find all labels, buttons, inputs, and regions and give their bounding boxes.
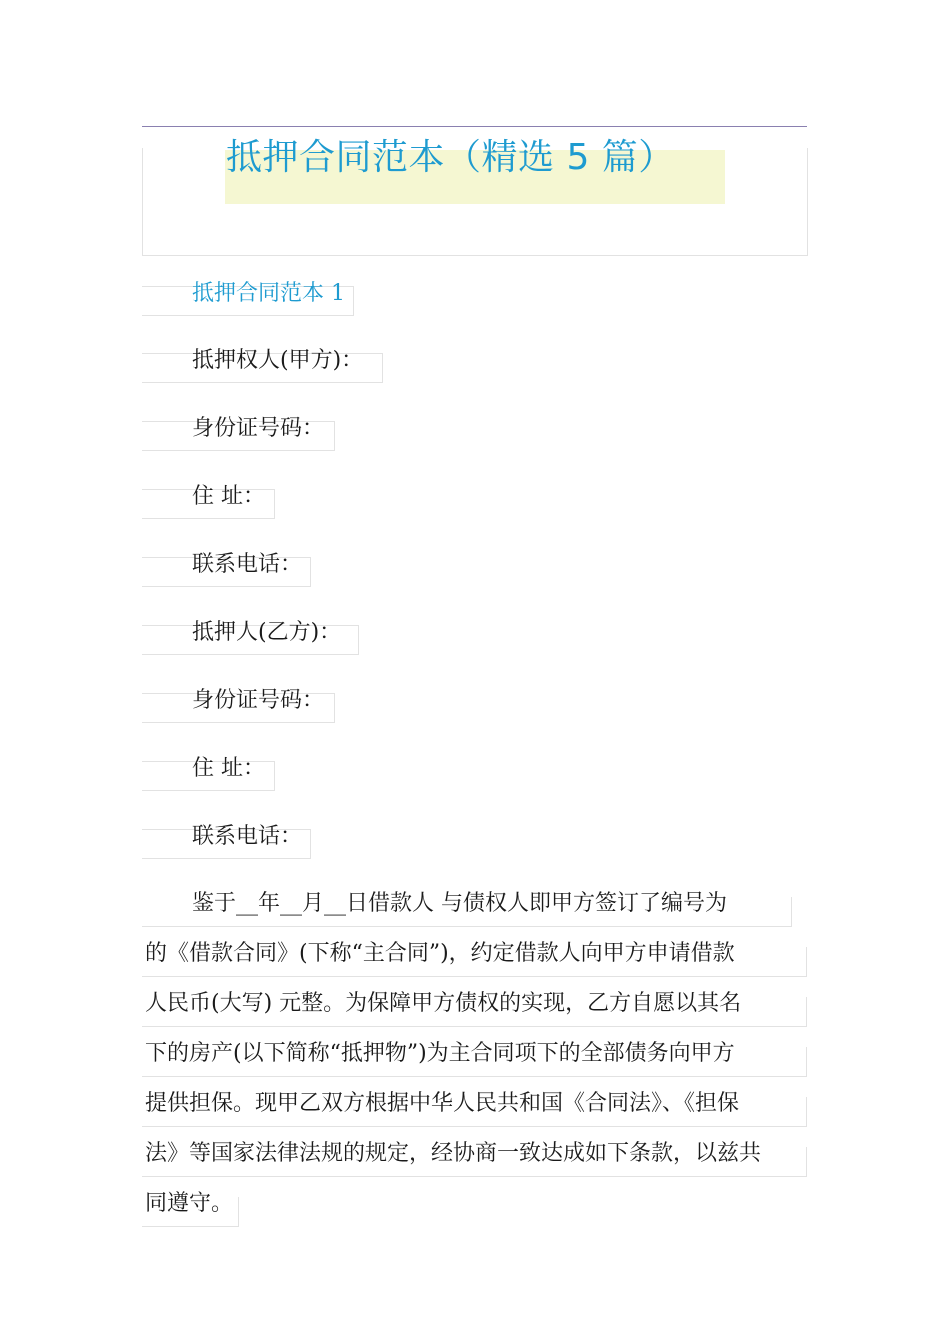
field-label: 联系电话：	[192, 824, 303, 849]
paragraph-line	[142, 891, 792, 927]
paragraph-line	[142, 991, 807, 1027]
field-label: 身份证号码：	[192, 416, 325, 441]
document-title: 抵押合同范本（精选 5 篇）	[226, 137, 675, 178]
paragraph-line	[142, 1091, 807, 1127]
field-label: 抵押权人(甲方)：	[192, 348, 364, 373]
field-id-number-b	[142, 688, 335, 723]
paragraph-line-text: 提供担保。现甲乙双方根据中华人民共和国《合同法》、《担保	[145, 1091, 740, 1116]
field-address-a	[142, 484, 275, 519]
paragraph-line-text: 同遵守。	[145, 1191, 234, 1216]
field-label: 联系电话：	[192, 552, 303, 577]
paragraph-line-text: 法》等国家法律法规的规定，经协商一致达成如下条款，以兹共	[145, 1141, 762, 1166]
paragraph-line-text: 的《借款合同》(下称“主合同”)，约定借款人向甲方申请借款	[145, 941, 735, 966]
paragraph-line-text: 人民币(大写) 元整。为保障甲方债权的实现，乙方自愿以其名	[145, 991, 742, 1016]
paragraph-line-text: 下的房产(以下简称“抵押物”)为主合同项下的全部债务向甲方	[145, 1041, 735, 1066]
field-phone-a	[142, 552, 311, 587]
paragraph-line	[142, 941, 807, 977]
paragraph-line-text: 鉴于__年__月__日借款人 与债权人即甲方签订了编号为	[192, 891, 727, 916]
paragraph-line	[142, 1041, 807, 1077]
section-heading-text: 抵押合同范本 1	[192, 281, 345, 306]
field-label: 抵押人(乙方)：	[192, 620, 342, 645]
top-rule	[142, 126, 807, 127]
paragraph-line	[142, 1191, 239, 1227]
field-address-b	[142, 756, 275, 791]
field-id-number-a	[142, 416, 335, 451]
section-heading	[142, 281, 354, 316]
paragraph-line	[142, 1141, 807, 1177]
field-label: 住 址：	[192, 484, 265, 509]
field-mortgagee	[142, 348, 383, 383]
field-phone-b	[142, 824, 311, 859]
field-label: 住 址：	[192, 756, 265, 781]
field-mortgagor	[142, 620, 359, 655]
field-label: 身份证号码：	[192, 688, 325, 713]
